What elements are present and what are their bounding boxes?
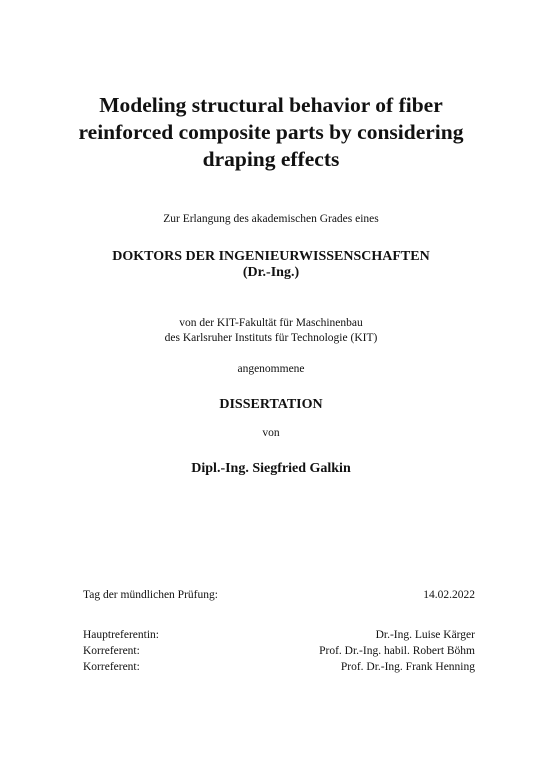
thesis-title bbox=[0, 92, 542, 173]
referee-role: Hauptreferentin: bbox=[83, 629, 159, 641]
referee-name: Prof. Dr.-Ing. habil. Robert Böhm bbox=[319, 645, 475, 657]
thesis-title-line: reinforced composite parts by considering bbox=[78, 120, 464, 144]
referee-name: Prof. Dr.-Ing. Frank Henning bbox=[340, 661, 475, 673]
referee-row bbox=[83, 628, 475, 643]
accepted-text: angenommene bbox=[237, 363, 305, 375]
referee-row bbox=[83, 644, 475, 659]
degree-purpose: Zur Erlangung des akademischen Grades eines bbox=[163, 213, 379, 225]
degree-abbreviation: (Dr.-Ing.) bbox=[242, 265, 300, 280]
thesis-title-line: Modeling structural behavior of fiber bbox=[99, 93, 443, 117]
by-text: von bbox=[262, 427, 280, 439]
author-name: Dipl.-Ing. Siegfried Galkin bbox=[191, 461, 351, 476]
referee-row bbox=[83, 660, 475, 675]
thesis-title-line: draping effects bbox=[202, 147, 340, 171]
degree-name: DOKTORS DER INGENIEURWISSENSCHAFTEN bbox=[112, 249, 430, 264]
referee-role: Korreferent: bbox=[83, 661, 140, 673]
institute-line: des Karlsruher Instituts für Technologie (KIT) bbox=[164, 332, 378, 344]
document-type: DISSERTATION bbox=[219, 397, 323, 412]
faculty-line: von der KIT-Fakultät für Maschinenbau bbox=[179, 317, 363, 329]
exam-date-value: 14.02.2022 bbox=[423, 589, 475, 601]
referee-name: Dr.-Ing. Luise Kärger bbox=[375, 629, 475, 641]
exam-date-row bbox=[83, 588, 475, 603]
exam-date-label: Tag der mündlichen Prüfung: bbox=[83, 589, 218, 601]
referee-role: Korreferent: bbox=[83, 645, 140, 657]
